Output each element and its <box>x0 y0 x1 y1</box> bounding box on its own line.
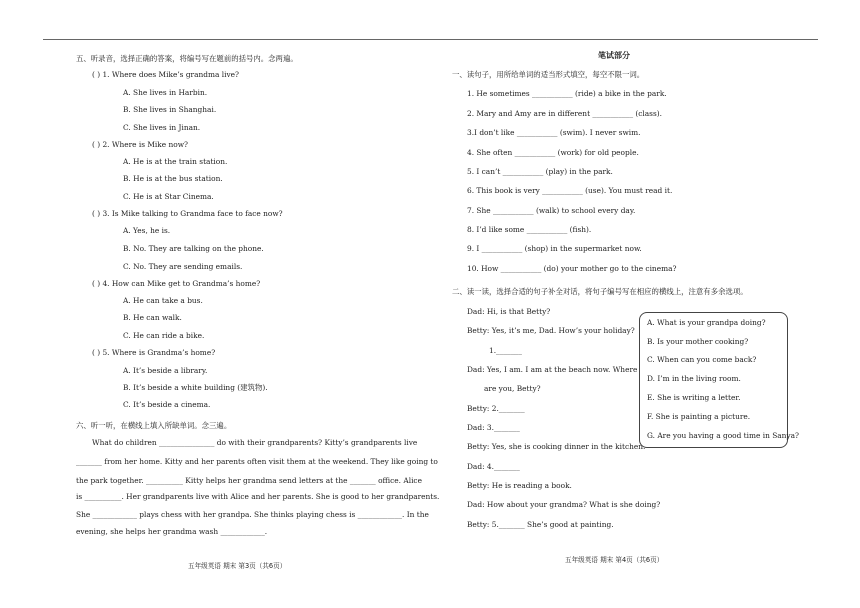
fill-sentence-10: 10. How ___________ (do) your mother go to the cinema? <box>467 264 677 273</box>
right-footer: 五年级英语 期末 第4页（共6页） <box>565 556 664 564</box>
dialog-line-1: Dad: Hi, is that Betty? <box>467 307 551 316</box>
q1-option-b: B. She lives in Shanghai. <box>123 105 217 114</box>
choice-c: C. When can you come back? <box>647 355 757 364</box>
fill-sentence-1: 1. He sometimes ___________ (ride) a bike in the park. <box>467 89 667 98</box>
q3-option-a: A. Yes, he is. <box>123 226 171 235</box>
passage-line-4: is __________. Her grandparents live with Alice and her parents. She is good to her grandparents. <box>76 492 440 501</box>
dialog-line-8: Dad: 4._______ <box>467 462 520 471</box>
choice-a: A. What is your grandpa doing? <box>647 318 766 327</box>
q3-option-c: C. No. They are sending emails. <box>123 262 243 271</box>
section5-title: 五、听录音，选择正确的答案，将编号写在题前的括号内。念两遍。 <box>76 54 298 63</box>
q4-option-c: C. He can ride a bike. <box>123 331 205 340</box>
question-5: ( ) 5. Where is Grandma’s home? <box>92 348 216 357</box>
passage-line-5: She ____________ plays chess with her grandpa. She thinks playing chess is ____________. In the <box>76 510 429 519</box>
fill-sentence-8: 8. I’d like some ___________ (fish). <box>467 225 592 234</box>
q2-option-c: C. He is at Star Cinema. <box>123 192 214 201</box>
fill-sentence-9: 9. I ___________ (shop) in the supermarket now. <box>467 244 642 253</box>
passage-line-1: What do children _______________ do with their grandparents? Kitty’s grandparents live <box>92 438 418 447</box>
dialog-line-4: are you, Betty? <box>484 384 541 393</box>
top-rule <box>43 39 818 40</box>
choice-e: E. She is writing a letter. <box>647 393 741 402</box>
section1-title: 一、读句子，用所给单词的适当形式填空，每空不限一词。 <box>452 70 645 79</box>
fill-sentence-7: 7. She ___________ (walk) to school every day. <box>467 206 636 215</box>
q4-option-b: B. He can walk. <box>123 313 182 322</box>
dialog-line-11: Betty: 5._______ She’s good at painting. <box>467 520 614 529</box>
fill-sentence-5: 5. I can’t ___________ (play) in the park. <box>467 167 613 176</box>
left-footer: 五年级英语 期末 第3页（共6页） <box>188 562 287 570</box>
choice-d: D. I’m in the living room. <box>647 374 741 383</box>
dialog-line-7: Betty: Yes, she is cooking dinner in the kitchen. <box>467 442 646 451</box>
section2-title: 二、读一读，选择合适的句子补全对话，将句子编号写在相应的横线上，注意有多余选项。 <box>452 287 748 296</box>
q1-option-a: A. She lives in Harbin. <box>123 88 208 97</box>
q2-option-a: A. He is at the train station. <box>123 157 228 166</box>
q5-option-b: B. It’s beside a white building (建筑物). <box>123 383 268 392</box>
dialog-line-9: Betty: He is reading a book. <box>467 481 572 490</box>
choice-g: G. Are you having a good time in Sanya? <box>647 431 799 440</box>
dialog-line-10: Dad: How about your grandma? What is she doing? <box>467 500 661 509</box>
passage-line-6: evening, she helps her grandma wash ____________. <box>76 527 268 536</box>
choice-b: B. Is your mother cooking? <box>647 337 749 346</box>
q5-option-c: C. It’s beside a cinema. <box>123 400 211 409</box>
fill-sentence-3: 3.I don’t like ___________ (swim). I never swim. <box>467 128 641 137</box>
choice-f: F. She is painting a picture. <box>647 412 751 421</box>
question-3: ( ) 3. Is Mike talking to Grandma face to face now? <box>92 209 283 218</box>
passage-line-2: _______ from her home. Kitty and her parents often visit them at the weekend. They like going to <box>76 457 438 466</box>
fill-sentence-2: 2. Mary and Amy are in different ___________ (class). <box>467 109 662 118</box>
q2-option-b: B. He is at the bus station. <box>123 174 223 183</box>
question-1: ( ) 1. Where does Mike’s grandma live? <box>92 70 239 79</box>
section6-title: 六、听一听，在横线上填入所缺单词。念三遍。 <box>76 421 232 430</box>
dialog-blank-1: 1._______ <box>489 346 522 355</box>
q1-option-c: C. She lives in Jinan. <box>123 123 201 132</box>
q5-option-a: A. It’s beside a library. <box>123 366 208 375</box>
question-4: ( ) 4. How can Mike get to Grandma’s home? <box>92 279 261 288</box>
written-section-header: 笔试部分 <box>598 51 630 60</box>
dialog-line-5: Betty: 2._______ <box>467 404 525 413</box>
question-2: ( ) 2. Where is Mike now? <box>92 140 188 149</box>
dialog-line-3: Dad: Yes, I am. I am at the beach now. Where <box>467 365 638 374</box>
dialog-line-6: Dad: 3._______ <box>467 423 520 432</box>
fill-sentence-4: 4. She often ___________ (work) for old people. <box>467 148 639 157</box>
passage-line-3: the park together. __________ Kitty helps her grandma send letters at the _______ office. Alice <box>76 476 422 485</box>
q3-option-b: B. No. They are talking on the phone. <box>123 244 264 253</box>
q4-option-a: A. He can take a bus. <box>123 296 203 305</box>
dialog-line-2: Betty: Yes, it’s me, Dad. How’s your holiday? <box>467 326 635 335</box>
fill-sentence-6: 6. This book is very ___________ (use). You must read it. <box>467 186 673 195</box>
